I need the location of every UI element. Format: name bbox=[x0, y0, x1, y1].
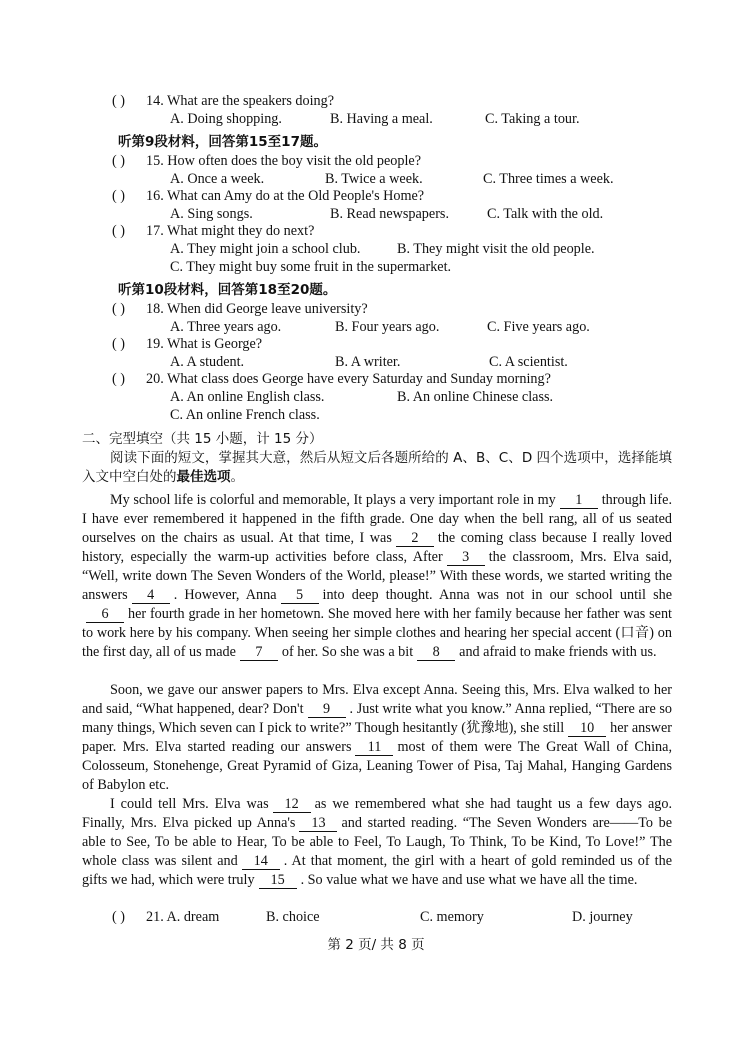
option-b: B. An online Chinese class. bbox=[397, 389, 554, 405]
passage-text: most of them were The Great Wall of China, Colosseum, Stonehenge, Great Pyramid of Giza, Leaning Tower of Pisa, Taj Mahal, Hanging Gardens of Babylon etc. bbox=[82, 739, 672, 793]
option-a: A. Sing songs. bbox=[170, 206, 253, 222]
blank-15[interactable]: 15 bbox=[259, 873, 297, 889]
page-footer: 第 2 页/ 共 8 页 bbox=[327, 937, 425, 953]
blank-1[interactable]: 1 bbox=[560, 493, 598, 509]
option-c: C. Three times a week. bbox=[483, 171, 614, 187]
option-a: A. An online English class. bbox=[170, 389, 325, 405]
blank-11[interactable]: 11 bbox=[355, 740, 393, 756]
instruction-emphasis: 最佳选项 bbox=[176, 469, 231, 485]
blank-3[interactable]: 3 bbox=[447, 550, 485, 566]
question-text: 19. What is George? bbox=[146, 336, 263, 352]
question-text: 18. When did George leave university? bbox=[146, 301, 368, 317]
question-21 bbox=[112, 908, 219, 926]
option-a: A. Three years ago. bbox=[170, 319, 282, 335]
question-text: 15. How often does the boy visit the old people? bbox=[146, 153, 422, 169]
option-a: A. Doing shopping. bbox=[170, 111, 282, 127]
passage-text: her fourth grade in her hometown. She moved here with her family because her father was sent to work here by his company. When seeing her simple clothes and hearing her special accent (口音) on the first day, all of us made bbox=[82, 606, 672, 660]
passage-text: the coming class because I really loved history, especially the warm-up activities before class, After bbox=[82, 530, 672, 565]
blank-10[interactable]: 10 bbox=[568, 721, 606, 737]
passage-text: My school life is colorful and memorable, It plays a very important role in my bbox=[110, 492, 556, 508]
option-c: C. They might buy some fruit in the supermarket. bbox=[170, 259, 452, 275]
answer-paren: ( ) bbox=[112, 371, 125, 387]
option-d: D. journey bbox=[572, 909, 633, 925]
question-text: 17. What might they do next? bbox=[146, 223, 315, 239]
section-header-9: 听第9段材料，回答第15至17题。 bbox=[118, 134, 327, 150]
question-16 bbox=[112, 187, 424, 205]
blank-9[interactable]: 9 bbox=[308, 702, 346, 718]
passage-text: . Just write what you know.” Anna replied, “There are so many things, Which seven can I pick to write?” Though hesitantly (犹豫地), she still bbox=[82, 701, 672, 736]
option-b: B. Read newspapers. bbox=[330, 206, 449, 222]
blank-5[interactable]: 5 bbox=[281, 588, 319, 604]
passage-text: as we remembered what she had taught us a few days ago. Finally, Mrs. Elva picked up Anna's bbox=[82, 796, 672, 831]
blank-4[interactable]: 4 bbox=[132, 588, 170, 604]
passage-text: her answer paper. Mrs. Elva started reading our answers bbox=[82, 720, 672, 755]
question-text: 16. What can Amy do at the Old People's Home? bbox=[146, 188, 425, 204]
option-c: C. An online French class. bbox=[170, 407, 320, 423]
answer-paren: ( ) bbox=[112, 223, 125, 239]
blank-8[interactable]: 8 bbox=[417, 645, 455, 661]
section-title: 二、完型填空（共 15 小题，计 15 分） bbox=[82, 431, 323, 447]
option-c: C. Taking a tour. bbox=[485, 111, 580, 127]
question-19 bbox=[112, 335, 262, 353]
passage-text: into deep thought. Anna was not in our school until she bbox=[322, 587, 672, 603]
section-instruction bbox=[82, 449, 672, 487]
passage-text: . So value what we have and use what we have all the time. bbox=[300, 872, 638, 888]
passage-text: the classroom, Mrs. Elva said, “Well, write down The Seven Wonders of the World, please!” With these words, we started writing the answers bbox=[82, 549, 672, 603]
passage-text: I could tell Mrs. Elva was bbox=[110, 796, 269, 812]
blank-14[interactable]: 14 bbox=[242, 854, 280, 870]
passage-text: and started reading. “The Seven Wonders are——To be able to See, To be able to Hear, To be able to Feel, To Laugh, To Think, To be Kind, To Love!” The whole class was silent and bbox=[82, 815, 673, 869]
answer-paren: ( ) bbox=[112, 336, 125, 352]
passage-text: . However, Anna bbox=[173, 587, 277, 603]
option-c: C. Five years ago. bbox=[487, 319, 590, 335]
passage-paragraph-2 bbox=[82, 681, 672, 795]
passage-text: of her. So she was a bit bbox=[281, 644, 414, 660]
question-text: 14. What are the speakers doing? bbox=[146, 93, 335, 109]
blank-6[interactable]: 6 bbox=[86, 607, 124, 623]
option-b: B. Four years ago. bbox=[335, 319, 440, 335]
option-b: B. Having a meal. bbox=[330, 111, 433, 127]
blank-13[interactable]: 13 bbox=[299, 816, 337, 832]
option-a: A. Once a week. bbox=[170, 171, 265, 187]
question-18 bbox=[112, 300, 368, 318]
question-14 bbox=[112, 92, 334, 110]
instruction-end: 。 bbox=[230, 469, 244, 485]
instruction-text: 阅读下面的短文，掌握其大意，然后从短文后各题所给的 A、B、C、D 四个选项中，选择能填入文中空白处的 bbox=[82, 450, 672, 485]
option-a: A. They might join a school club. bbox=[170, 241, 361, 257]
question-15 bbox=[112, 152, 421, 170]
option-b: B. Twice a week. bbox=[325, 171, 423, 187]
answer-paren: ( ) bbox=[112, 153, 125, 169]
option-c: C. A scientist. bbox=[489, 354, 568, 370]
section-header-10: 听第10段材料，回答第18至20题。 bbox=[118, 282, 337, 298]
question-17 bbox=[112, 222, 314, 240]
option-b: B. choice bbox=[266, 909, 320, 925]
blank-7[interactable]: 7 bbox=[240, 645, 278, 661]
option-a: 21. A. dream bbox=[146, 909, 220, 925]
blank-2[interactable]: 2 bbox=[396, 531, 434, 547]
option-a: A. A student. bbox=[170, 354, 245, 370]
passage-text: Soon, we gave our answer papers to Mrs. Elva except Anna. Seeing this, Mrs. Elva walked to her and said, “What happened, dear? Don't bbox=[82, 682, 672, 717]
blank-12[interactable]: 12 bbox=[273, 797, 311, 813]
answer-paren: ( ) bbox=[112, 93, 125, 109]
question-text: 20. What class does George have every Saturday and Sunday morning? bbox=[146, 371, 551, 387]
answer-paren: ( ) bbox=[112, 301, 125, 317]
option-c: C. memory bbox=[420, 909, 484, 925]
option-c: C. Talk with the old. bbox=[487, 206, 604, 222]
passage-text: . At that moment, the girl with a heart of gold reminded us of the gifts we had, which were truly bbox=[82, 853, 672, 888]
option-b: B. They might visit the old people. bbox=[397, 241, 595, 257]
answer-paren: ( ) bbox=[112, 909, 125, 925]
passage-paragraph-1 bbox=[82, 491, 672, 662]
passage-text: through life. I have ever remembered it happened in the fifth grade. One day when the bell rang, all of us seated ourselves on the chairs as usual. At that time, I was bbox=[82, 492, 672, 546]
option-b: B. A writer. bbox=[335, 354, 401, 370]
passage-text: and afraid to make friends with us. bbox=[459, 644, 657, 660]
passage-paragraph-3 bbox=[82, 795, 672, 890]
answer-paren: ( ) bbox=[112, 188, 125, 204]
question-20 bbox=[112, 370, 551, 388]
